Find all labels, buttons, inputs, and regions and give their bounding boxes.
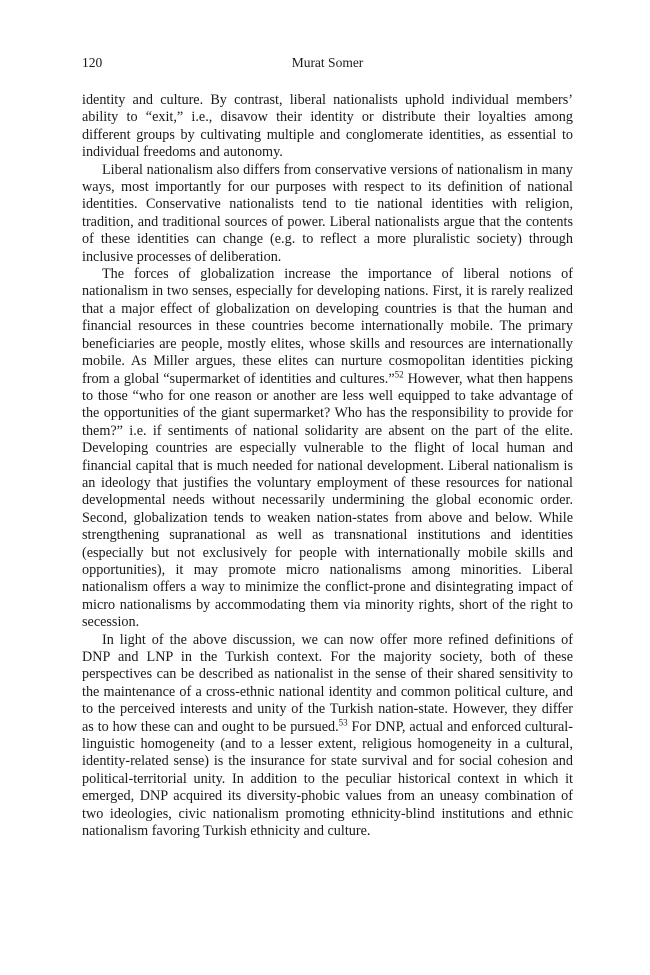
paragraph-1: identity and culture. By contrast, liberal nationalists uphold individual members’ ability to “exit,” i.e., disavow their identity or distribute their loyalties among different groups by cultivating multiple and conglomerate identities, as essential to individual freedoms and autonomy.: [82, 92, 573, 161]
running-title: Murat Somer: [291, 55, 364, 70]
body-text: [82, 92, 573, 840]
paragraph-4-text-after-note: For DNP, actual and enforced cultural-linguistic homogeneity (and to a lesser extent, religious homogeneity in a cultural, identity-related sense) is the insurance for state survival and for social cohesion and political-territorial unity. In addition to the peculiar historical context in which it emerged, DNP acquired its diversity-phobic values from an uneasy combination of two ideologies, civic nationalism promoting ethnicity-blind institutions and ethnic nationalism favoring Turkish ethnicity and culture.: [82, 718, 573, 840]
paragraph-3-text-before-note: The forces of globalization increase the importance of liberal notions of nationalism in two senses, especially for developing nations. First, it is rarely realized that a major effect of globalization on developing countries is that the human and financial resources in these countries become internationally mobile. The primary beneficiaries are people, mostly elites, whose skills and resources are internationally mobile. As Miller argues, these elites can nurture cosmopolitan identities picking from a global “supermarket of identities and cultures.”: [82, 266, 573, 387]
paragraph-4: [82, 632, 573, 841]
book-page: [82, 52, 573, 840]
paragraph-3: [82, 266, 573, 632]
paragraph-4-text-before-note: In light of the above discussion, we can now offer more refined definitions of DNP and LNP in the Turkish context. For the majority society, both of these perspectives can be described as nationalist in the sense of their shared sensitivity to the maintenance of a cross-ethnic national identity and common political culture, and to the perceived interests and unity of the Turkish nation-state. However, they differ as to how these can and ought to be pursued.: [82, 631, 573, 735]
footnote-marker-52: 52: [394, 368, 404, 379]
paragraph-3-text-after-note: However, what then happens to those “who for one reason or another are less well equipped to take advantage of the opportunities of the giant supermarket? Who has the responsibility to provide for them?” i.e. if sentiments of national solidarity are absent on the part of the elite. Developing countries are especially vulnerable to the flight of local human and financial capital that is much needed for national development. Liberal nationalism is an ideology that justifies the voluntary employment of these resources for national developmental needs without necessarily undermining the global economic order. Second, globalization tends to weaken nation-states from above and below. While strengthening supranational as well as transnational institutions and identities (especially but not exclusively for people with internationally mobile skills and opportunities), it may promote micro nationalisms among minorities. Liberal nationalism offers a way to minimize the conflict-prone and disintegrating impact of micro nationalisms by accommodating them via minority rights, short of the right to secession.: [82, 370, 573, 631]
paragraph-2: Liberal nationalism also differs from conservative versions of nationalism in many ways, most importantly for our purposes with respect to its definition of national identities. Conservative nationalists tend to tie national identities with religion, tradition, and traditional sources of power. Liberal nationalists argue that the contents of these identities can change (e.g. to reflect a more pluralistic society) through inclusive processes of deliberation.: [82, 161, 573, 265]
footnote-marker-53: 53: [338, 716, 348, 727]
page-number: 120: [82, 55, 103, 70]
running-header: [82, 52, 573, 74]
